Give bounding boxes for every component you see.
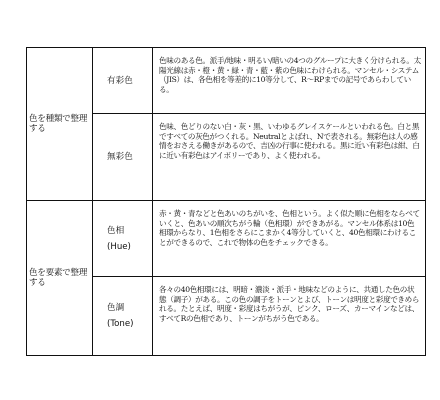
color-classification-table (26, 47, 426, 356)
subtitle-label: 有彩色 (107, 75, 133, 86)
description-cell-hue (153, 201, 426, 277)
description-cell-tone (153, 277, 426, 356)
description-text: 各々の40色相環には、明暗・濃淡・派手・地味などのように、共通した色の状態（調子）がある。この色の調子をトーンとよび、トーンは明度と彩度できめられる。たとえば、明度・彩度はちがうが、ピンク、ローズ、カーマインなどは、すべてRの色相であり、トーンがちがう色である。 (159, 285, 420, 323)
category-cell-types (27, 48, 93, 201)
subtitle-cell-chromatic (93, 48, 153, 114)
description-text: 赤・黄・青などと色あいのちがいを、色相という。よく似た順に色相をならべていくと、色あいの順次ちがう輪（色相環）ができあがる。マンセル体系は10色相環からなり、1色相をさらにこまかく4等分していくと、40色相環にわけることができるので、これで物体の色をチェックできる。 (159, 209, 420, 247)
table-row (27, 201, 426, 277)
category-label: 色を種類で整理する (29, 114, 88, 134)
description-cell-chromatic (153, 48, 426, 114)
subtitle-english: (Hue) (107, 241, 131, 252)
subtitle-english: (Tone) (107, 319, 134, 329)
category-cell-elements (27, 201, 93, 356)
subtitle-label: 色相 (107, 225, 125, 236)
subtitle-label: 無彩色 (107, 152, 133, 162)
table-row (27, 48, 426, 114)
description-text: 色味、色どりのない白・灰・黒、いわゆるグレイスケールといわれる色。白と黒ですべての灰色がつくれる。Neutralとよばれ、Nで表される。無彩色は人の感情をおさえる働きがあるので、吉凶の行事に使われる。黒に近い有彩色は紺、白に近い有彩色はアイボリーであり、よく使われる。 (159, 122, 420, 160)
description-text: 色味のある色。派手/地味・明るい/暗いの4つのグループに大きく分けられる。太陽光線は赤・橙・黄・緑・青・藍・紫の色味にわけられる。マンセル・システム（JIS）は、各色相を等差的に10等分して、R〜RPまでの記号であらわしている。 (159, 56, 421, 94)
subtitle-cell-achromatic (93, 114, 153, 201)
category-label: 色を要素で整理する (29, 268, 88, 288)
subtitle-cell-tone (93, 277, 153, 356)
subtitle-label: 色調 (107, 303, 125, 313)
subtitle-cell-hue (93, 201, 153, 277)
description-cell-achromatic (153, 114, 426, 201)
